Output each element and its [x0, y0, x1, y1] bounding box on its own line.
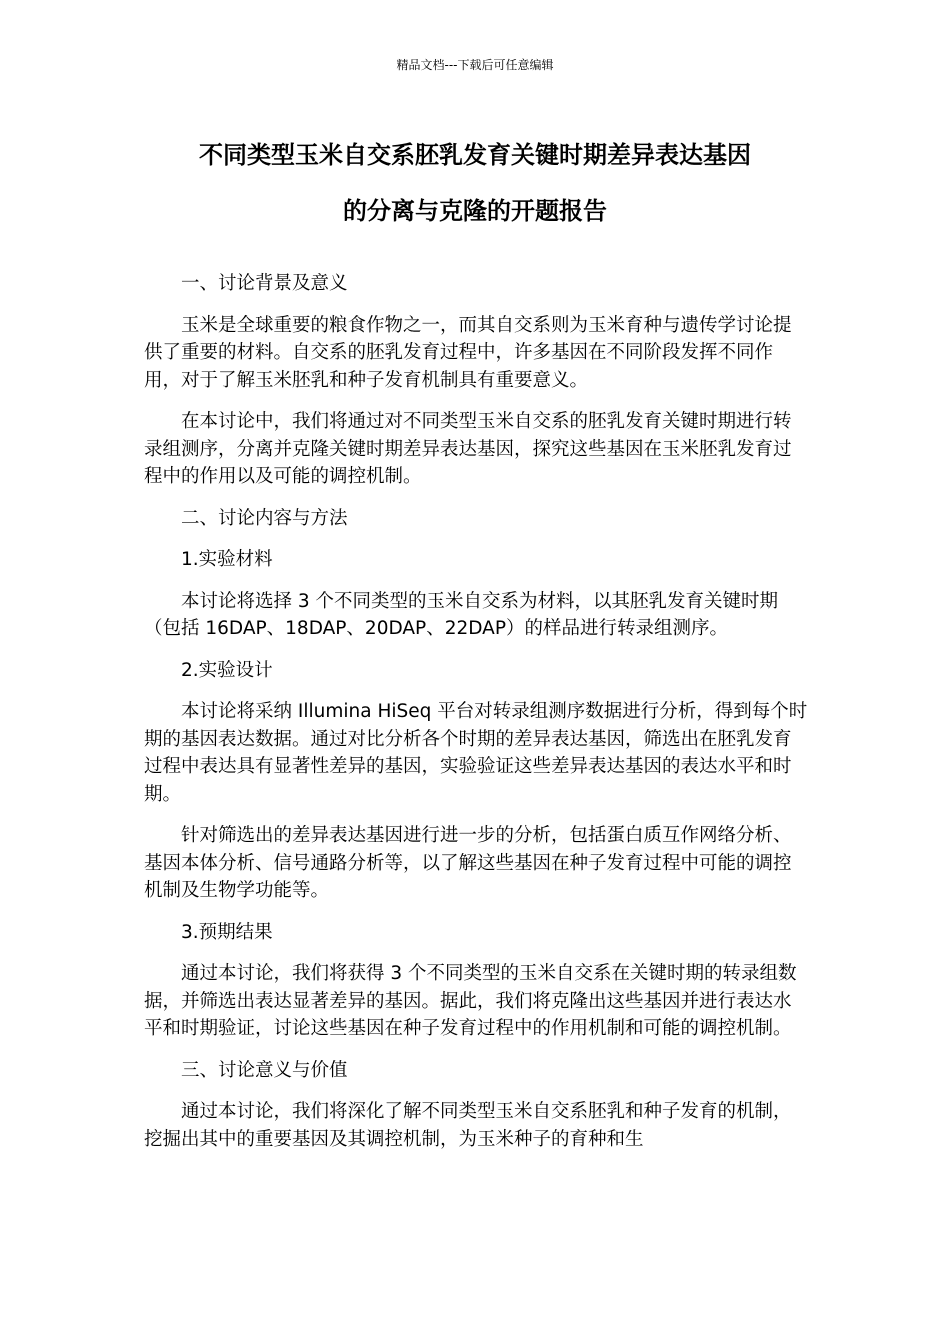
paragraph-materials: 本讨论将选择 3 个不同类型的玉米自交系为材料，以其胚乳发育关键时期（包括 16DAP、18DAP、20DAP、22DAP）的样品进行转录组测序。: [144, 590, 779, 639]
paragraph-expected-results: 通过本讨论，我们将获得 3 个不同类型的玉米自交系在关键时期的转录组数据，并筛选出表达显著差异的基因。据此，我们将克隆出这些基因并进行表达水平和时期验证，讨论这些基因在种子发育过程中的作用机制和可能的调控机制。: [144, 963, 797, 1039]
subheading-expected-results: 3.预期结果: [181, 921, 273, 943]
paragraph-background-2: 在本讨论中，我们将通过对不同类型玉米自交系的胚乳发育关键时期进行转录组测序，分离并克隆关键时期差异表达基因，探究这些基因在玉米胚乳发育过程中的作用以及可能的调控机制。: [144, 411, 792, 487]
document-title-line-1: 不同类型玉米自交系胚乳发育关键时期差异表达基因: [199, 141, 751, 169]
section-heading-significance: 三、讨论意义与价值: [181, 1059, 348, 1081]
subheading-design: 2.实验设计: [181, 659, 273, 681]
document-body: [144, 270, 808, 1167]
header-note: 精品文档---下载后可任意编辑: [396, 58, 554, 72]
paragraph-background-1: 玉米是全球重要的粮食作物之一，而其自交系则为玉米育种与遗传学讨论提供了重要的材料。自交系的胚乳发育过程中，许多基因在不同阶段发挥不同作用，对于了解玉米胚乳和种子发育机制具有重要意义。: [144, 314, 792, 391]
paragraph-design-1: 本讨论将采纳 Illumina HiSeq 平台对转录组测序数据进行分析，得到每个时期的基因表达数据。通过对比分析各个时期的差异表达基因，筛选出在胚乳发育过程中表达具有显著性差异的基因，实验验证这些差异表达基因的表达水平和时期。: [144, 701, 808, 805]
section-heading-content-methods: 二、讨论内容与方法: [181, 507, 348, 529]
subheading-materials: 1.实验材料: [181, 549, 273, 570]
section-heading-background: 一、讨论背景及意义: [181, 273, 348, 294]
document-title-line-2: 的分离与克隆的开题报告: [343, 197, 607, 225]
paragraph-significance: 通过本讨论，我们将深化了解不同类型玉米自交系胚乳和种子发育的机制，挖掘出其中的重要基因及其调控机制，为玉米种子的育种和生: [144, 1101, 792, 1150]
paragraph-design-2: 针对筛选出的差异表达基因进行进一步的分析，包括蛋白质互作网络分析、基因本体分析、信号通路分析等，以了解这些基因在种子发育过程中可能的调控机制及生物学功能等。: [144, 825, 792, 901]
